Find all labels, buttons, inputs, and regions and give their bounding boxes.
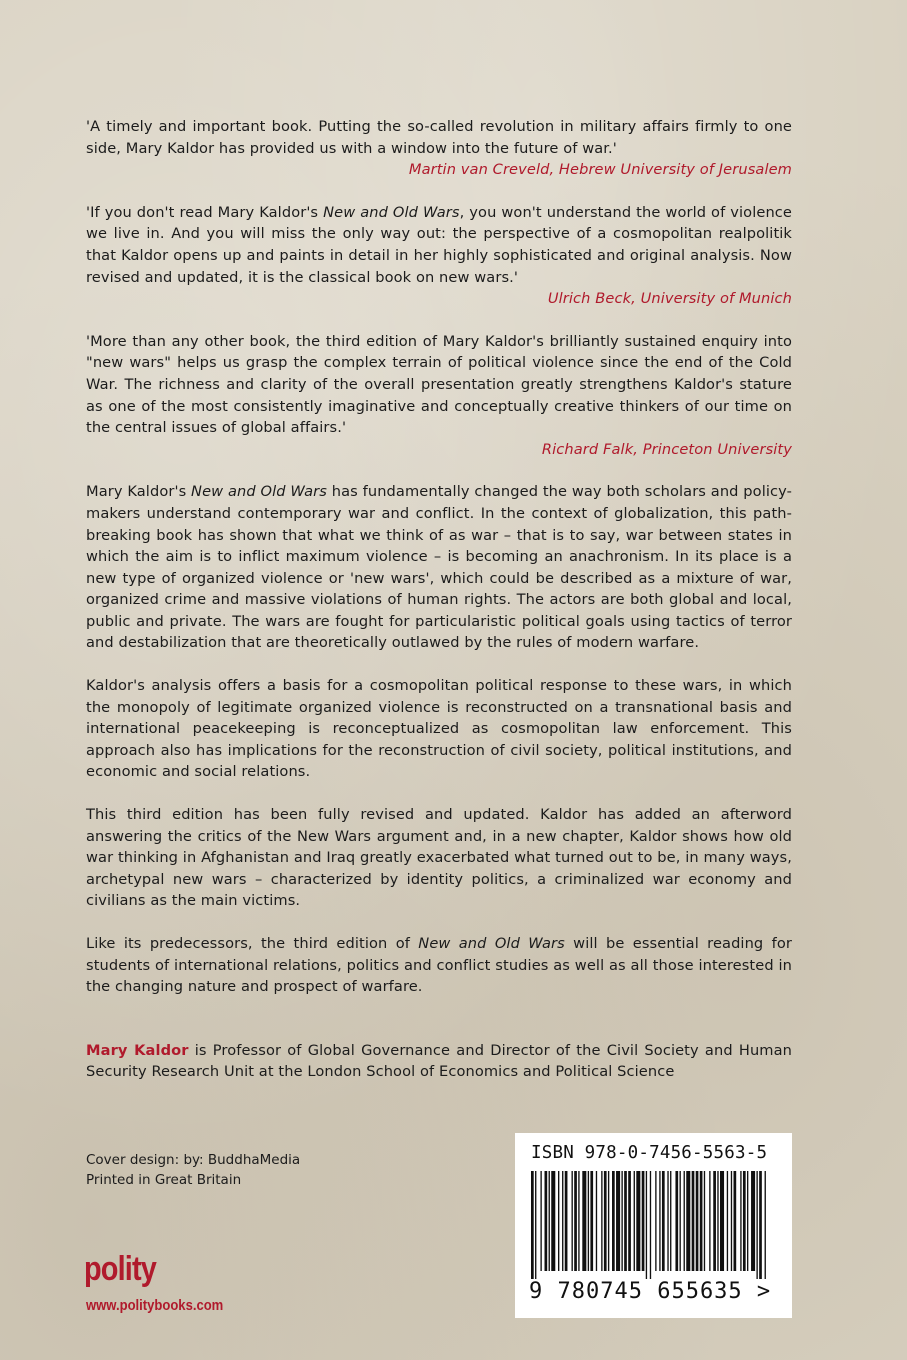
endorsement-quote: 'A timely and important book. Putting the so-called revolution in military affairs firmly to one side, Mary Kaldor has provided us with a window into the future of war.' <box>86 118 792 157</box>
barcode-bars <box>527 1171 777 1279</box>
paragraph-text: has fundamentally changed the way both scholars and policy-makers understand contemporary war and conflict. In the context of globalization, this path-breaking book has shown that what we think of as war – that is to say, war between states in which the aim is to inflict maximum violence – is becoming an anachronism. In its place is a new type of organized violence or 'new wars', which could be described as a mixture of war, organized crime and massive violations of human rights. The actors are both global and local, public and private. The wars are fought for particularistic political goals using tactics of terror and destabilization that are theoretically outlawed by the rules of modern warfare. <box>86 483 792 652</box>
barcode-digits: 9 780745 655635 > <box>529 1279 772 1304</box>
book-title: New and Old Wars <box>418 935 565 952</box>
author-bio-text: is Professor of Global Governance and Director of the Civil Society and Human Security Research Unit at the London School of Economics and Political Science <box>86 1041 793 1081</box>
paragraph-text: Mary Kaldor's <box>86 483 192 501</box>
endorsement-attribution: Richard Falk, Princeton University <box>541 440 792 458</box>
back-cover-text <box>86 116 792 1104</box>
endorsement-attribution: Ulrich Beck, University of Munich <box>547 290 792 308</box>
isbn-label: ISBN 978-0-7456-5563-5 <box>531 1143 768 1163</box>
book-title: New and Old Wars <box>323 203 460 221</box>
description-paragraph: Kaldor's analysis offers a basis for a cosmopolitan political response to these wars, in which the monopoly of legitimate organized violence is reconstructed on a transnational basis and international peacekeeping is reconceptualized as cosmopolitan law enforcement. This approach also has implications for the reconstruction of civil society, political institutions, and economic and social relations. <box>86 677 792 781</box>
cover-design-credit: Cover design: by: BuddhaMedia <box>86 1152 301 1168</box>
quote-text: 'If you don't read Mary Kaldor's <box>86 203 324 221</box>
endorsement <box>86 202 792 310</box>
credits <box>86 1150 300 1190</box>
barcode-panel <box>515 1133 792 1318</box>
paragraph-text: Like its predecessors, the third edition of <box>86 935 419 952</box>
publisher-website: www.politybooks.com <box>86 1298 224 1314</box>
author-bio <box>86 1040 792 1083</box>
publisher-logo: polity <box>84 1250 156 1288</box>
description-paragraph <box>86 481 792 654</box>
endorsement-quote: 'More than any other book, the third edition of Mary Kaldor's brilliantly sustained enquiry into "new wars" helps us grasp the complex terrain of political violence since the end of the Cold War. The richness and clarity of the overall presentation greatly strengthens Kaldor's stature as one of the most consistently imaginative and conceptually creative thinkers of our time on the central issues of global affairs.' <box>86 332 792 437</box>
description-paragraph: This third edition has been fully revised and updated. Kaldor has added an afterword answering the critics of the New Wars argument and, in a new chapter, Kaldor shows how old war thinking in Afghanistan and Iraq greatly exacerbated what turned out to be, in many ways, archetypal new wars – characterized by identity politics, a criminalized war economy and civilians as the main victims. <box>86 806 792 910</box>
printed-in: Printed in Great Britain <box>86 1172 242 1188</box>
quote-text: , you won't understand the world of violence we live in. And you will miss the only way out: the perspective of a cosmopolitan realpolitik that Kaldor opens up and paints in detail in her highly sophisticated and original analysis. Now revised and updated, it is the classical book on new wars.' <box>86 203 792 286</box>
endorsement-attribution: Martin van Creveld, Hebrew University of Jerusalem <box>408 161 792 179</box>
book-title: New and Old Wars <box>191 483 327 501</box>
endorsement <box>86 331 792 461</box>
paragraph-text: will be essential reading for students of international relations, politics and conflict studies as well as all those interested in the changing nature and prospect of warfare. <box>86 935 792 996</box>
endorsement <box>86 116 792 181</box>
description-paragraph <box>86 933 792 998</box>
author-name: Mary Kaldor <box>86 1041 189 1059</box>
endorsement-quote <box>86 202 792 288</box>
